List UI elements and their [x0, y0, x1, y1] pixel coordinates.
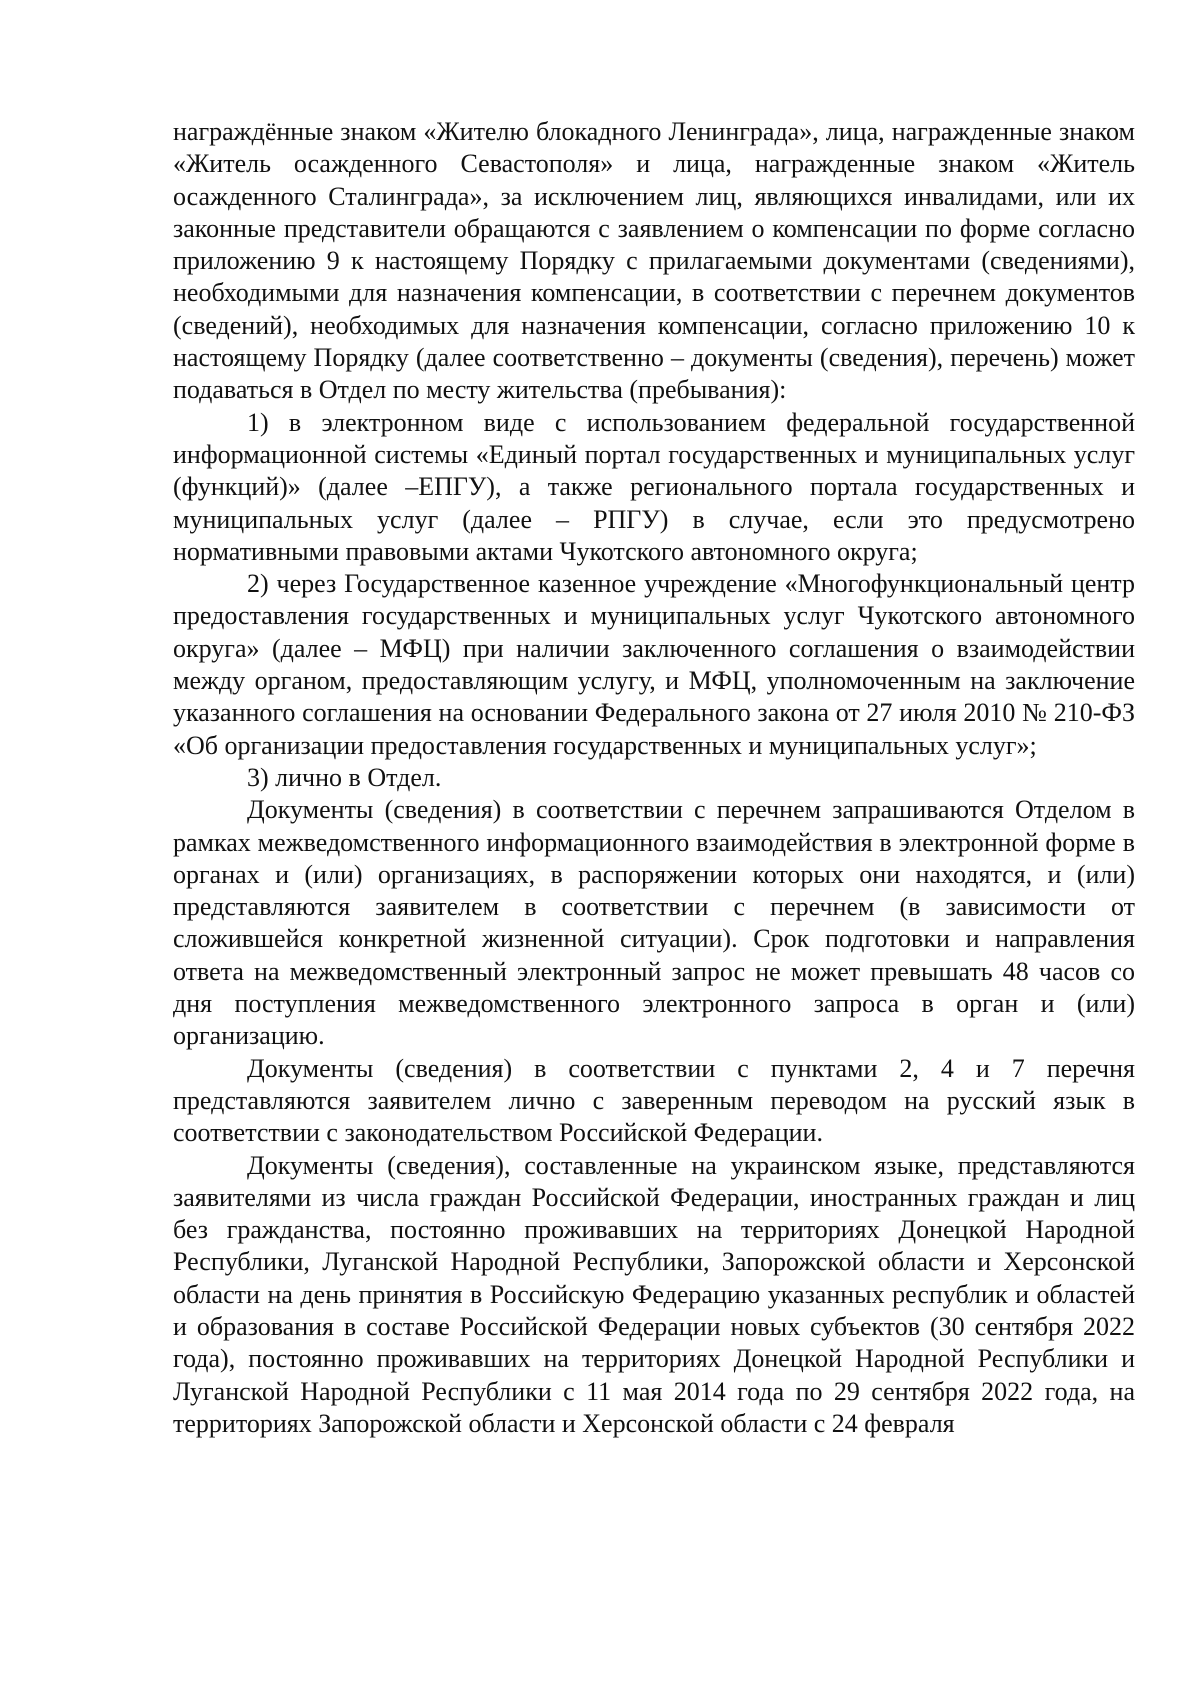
paragraph-item-3: 3) лично в Отдел.: [247, 762, 442, 792]
paragraph-translation: Документы (сведения) в соответствии с пунктами 2, 4 и 7 перечня представляются заявителем лично с заверенным переводом на русский язык в соответствии с законодательством Российской Федерации.: [173, 1053, 1135, 1148]
paragraph-item-2: 2) через Государственное казенное учреждение «Многофункциональный центр предоставления государственных и муниципальных услуг Чукотского автономного округа» (далее – МФЦ) при наличии заключенного соглашения о взаимодействии между органом, предоставляющим услугу, и МФЦ, уполномоченным на заключение указанного соглашения на основании Федерального закона от 27 июля 2010 № 210-ФЗ «Об организации предоставления государственных и муниципальных услуг»;: [173, 569, 1135, 760]
paragraph-interagency-request: Документы (сведения) в соответствии с перечнем запрашиваются Отделом в рамках межведомственного информационного взаимодействия в электронной форме в органах и (или) организациях, в распоряжении которых они находятся, и (или) представляются заявителем в соответствии с перечнем (в зависимости от сложившейся конкретной жизненной ситуации). Срок подготовки и направления ответа на межведомственный электронный запрос не может превышать 48 часов со дня поступления межведомственного электронного запроса в орган и (или) организацию.: [173, 795, 1135, 1051]
document-body: [173, 116, 1135, 1440]
paragraph-ukrainian-documents: Документы (сведения), составленные на украинском языке, представляются заявителями из числа граждан Российской Федерации, иностранных граждан и лиц без гражданства, постоянно проживавших на территориях Донецкой Народной Республики, Луганской Народной Республики, Запорожской области и Херсонской области на день принятия в Российскую Федерацию указанных республик и областей и образования в составе Российской Федерации новых субъектов (30 сентября 2022 года), постоянно проживавших на территориях Донецкой Народной Республики и Луганской Народной Республики с 11 мая 2014 года по 29 сентября 2022 года, на территориях Запорожской области и Херсонской области с 24 февраля: [173, 1150, 1135, 1438]
paragraph-item-1: 1) в электронном виде с использованием федеральной государственной информационной системы «Единый портал государственных и муниципальных услуг (функций)» (далее –ЕПГУ), а также регионального портала государственных и муниципальных услуг (далее – РПГУ) в случае, если это предусмотрено нормативными правовыми актами Чукотского автономного округа;: [173, 407, 1135, 566]
paragraph-continuation: награждённые знаком «Жителю блокадного Ленинграда», лица, награжденные знаком «Житель осажденного Севастополя» и лица, награжденные знаком «Житель осажденного Сталинграда», за исключением лиц, являющихся инвалидами, или их законные представители обращаются с заявлением о компенсации по форме согласно приложению 9 к настоящему Порядку с прилагаемыми документами (сведениями), необходимыми для назначения компенсации, в соответствии с перечнем документов (сведений), необходимых для назначения компенсации, согласно приложению 10 к настоящему Порядку (далее соответственно – документы (сведения), перечень) может подаваться в Отдел по месту жительства (пребывания):: [173, 117, 1135, 405]
